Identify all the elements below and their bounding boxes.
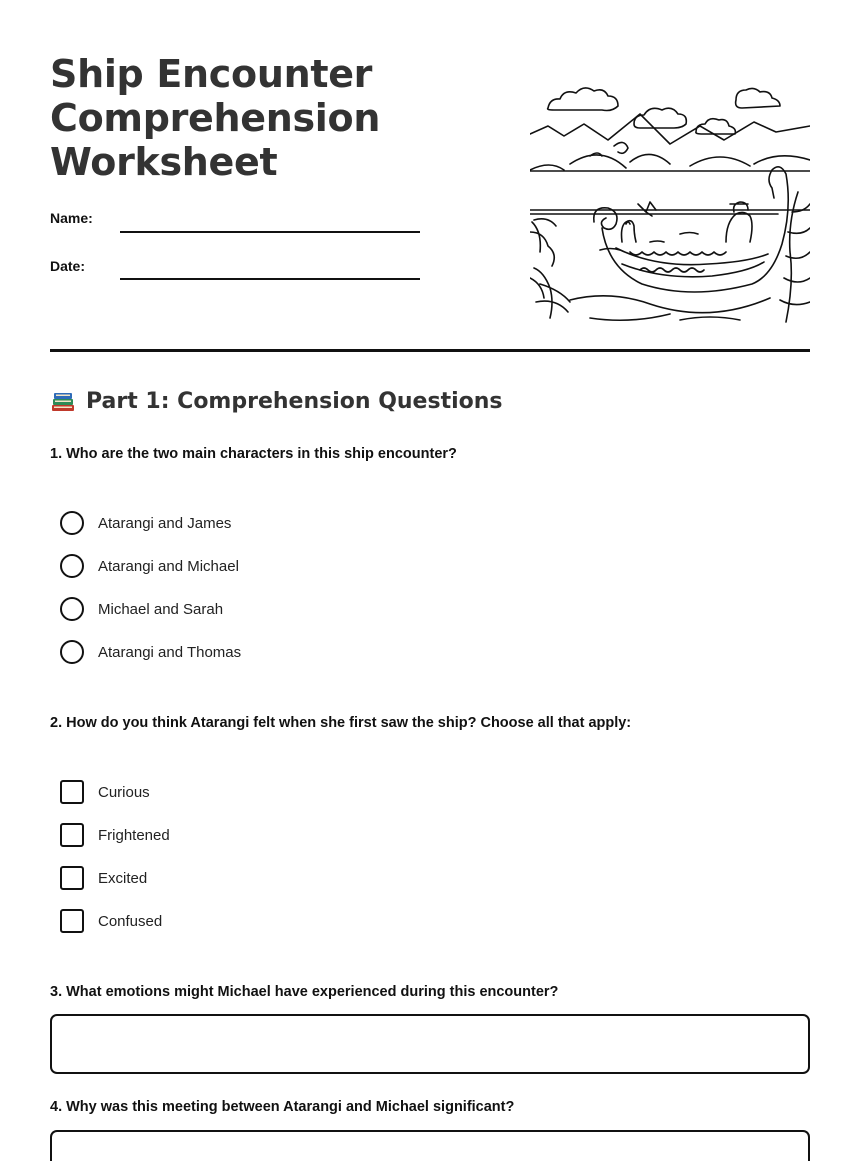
question-2: 2. How do you think Atarangi felt when she first saw the ship? Choose all that apply: — [50, 715, 632, 731]
q1-option-4-label: Atarangi and Thomas — [98, 643, 242, 661]
q1-option-2-radio[interactable] — [60, 554, 84, 578]
waka-canoe-illustration-icon — [530, 72, 810, 332]
question-1: 1. Who are the two main characters in this ship encounter? — [50, 446, 457, 462]
worksheet-title — [50, 52, 490, 184]
q2-option-4[interactable] — [60, 908, 162, 934]
q2-option-4-label: Confused — [98, 912, 163, 930]
name-field[interactable] — [120, 231, 420, 233]
q2-option-3-label: Excited — [98, 869, 148, 887]
q4-answer-box[interactable] — [50, 1130, 810, 1161]
books-icon — [50, 388, 76, 414]
q1-option-3[interactable] — [60, 596, 223, 622]
q1-option-2-label: Atarangi and Michael — [98, 557, 239, 575]
q1-option-3-label: Michael and Sarah — [98, 600, 224, 618]
header-divider — [50, 349, 810, 352]
date-label: Date: — [50, 258, 86, 274]
q1-option-2[interactable] — [60, 553, 239, 579]
q2-option-2[interactable] — [60, 822, 170, 848]
q2-option-4-checkbox[interactable] — [60, 909, 84, 933]
date-field[interactable] — [120, 278, 420, 280]
name-label: Name: — [50, 210, 93, 226]
q2-option-2-checkbox[interactable] — [60, 823, 84, 847]
q1-option-4[interactable] — [60, 639, 241, 665]
q1-option-3-radio[interactable] — [60, 597, 84, 621]
section-part1-title: Part 1: Comprehension Questions — [86, 388, 503, 414]
q1-option-1-radio[interactable] — [60, 511, 84, 535]
question-3: 3. What emotions might Michael have experienced during this encounter? — [50, 984, 559, 1000]
q2-option-3-checkbox[interactable] — [60, 866, 84, 890]
q1-option-1[interactable] — [60, 510, 231, 536]
q2-option-1-checkbox[interactable] — [60, 780, 84, 804]
q2-option-1[interactable] — [60, 779, 150, 805]
title-line-1: Ship Encounter — [50, 52, 373, 96]
q2-option-2-label: Frightened — [98, 826, 170, 844]
q3-answer-box[interactable] — [50, 1014, 810, 1074]
title-line-2: Comprehension — [50, 96, 381, 140]
title-line-3: Worksheet — [50, 140, 278, 184]
q2-option-1-label: Curious — [98, 783, 150, 801]
q1-option-1-label: Atarangi and James — [98, 514, 232, 532]
question-4: 4. Why was this meeting between Atarangi and Michael significant? — [50, 1099, 515, 1115]
section-part1-heading — [50, 388, 503, 414]
q2-option-3[interactable] — [60, 865, 147, 891]
q1-option-4-radio[interactable] — [60, 640, 84, 664]
